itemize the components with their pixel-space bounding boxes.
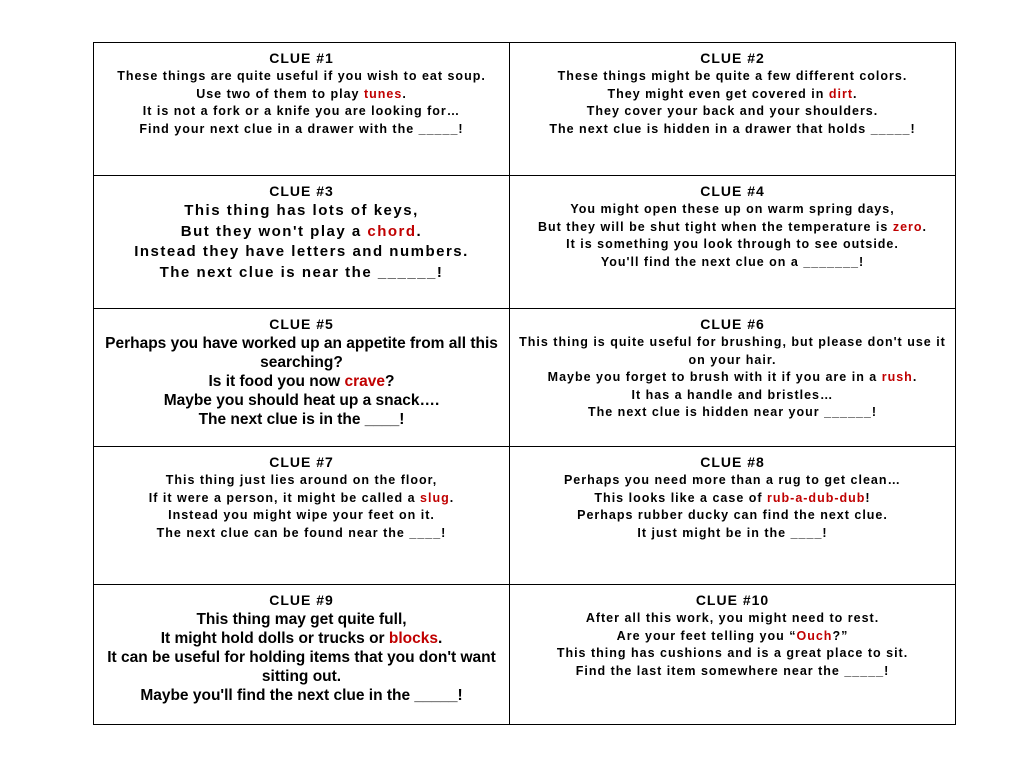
- clue-line-text: It is something you look through to see outside.: [566, 237, 899, 251]
- clue-line-text: These things are quite useful if you wish to eat soup.: [117, 69, 486, 83]
- clue-line: [518, 472, 947, 490]
- clue-line-text: The next clue is hidden in a drawer that holds _____!: [549, 121, 916, 136]
- clue-line: [518, 404, 947, 422]
- clue-line-text: Perhaps you need more than a rug to get clean…: [563, 473, 902, 487]
- clue-card-10: [510, 585, 955, 724]
- clue-title: CLUE #2: [700, 50, 765, 66]
- clue-line: [518, 219, 947, 237]
- clue-line: [518, 645, 947, 663]
- clue-text: [102, 334, 501, 429]
- clue-line: [102, 242, 501, 263]
- clue-line: [102, 372, 501, 391]
- clue-line-text: If it were a person, it might be called a: [148, 490, 421, 505]
- clue-title: CLUE #10: [695, 592, 770, 608]
- clue-card-8: [510, 447, 955, 585]
- clue-line: [518, 103, 947, 121]
- clue-line-text: It just might be in the ____!: [637, 525, 828, 540]
- clue-line: [102, 525, 501, 543]
- clue-title: CLUE #9: [269, 592, 334, 608]
- clue-keyword: rub-a-dub-dub: [767, 490, 866, 505]
- clue-line-text: Perhaps rubber ducky can find the next clue.: [577, 508, 888, 522]
- clue-title: CLUE #1: [269, 50, 334, 66]
- clue-line-end: .: [402, 86, 407, 101]
- clue-keyword: zero: [892, 219, 923, 234]
- clue-line-text: It can be useful for holding items that you don't want sitting out.: [107, 649, 496, 685]
- clue-line-end: .: [912, 370, 918, 384]
- clue-line: [102, 648, 501, 686]
- clue-text: [518, 201, 947, 271]
- clue-line: [102, 507, 501, 525]
- clue-line: [102, 121, 501, 139]
- clue-line: [102, 201, 501, 222]
- clue-title: CLUE #8: [700, 454, 765, 470]
- clue-line: [518, 628, 947, 646]
- clue-card-2: [510, 43, 955, 176]
- clue-line: [518, 236, 947, 254]
- clue-line-end: ?: [385, 373, 395, 390]
- clue-text: [518, 610, 947, 680]
- clue-text: [102, 610, 501, 705]
- clue-line-text: The next clue is in the ____!: [198, 411, 405, 428]
- clue-line-text: Maybe you should heat up a snack….: [163, 392, 440, 409]
- clue-line: [102, 263, 501, 284]
- clue-line-text: The next clue can be found near the ____!: [156, 525, 447, 540]
- clue-line-text: They cover your back and your shoulders.: [586, 104, 879, 118]
- clue-line-text: Perhaps you have worked up an appetite from all this searching?: [105, 335, 498, 371]
- clue-title: CLUE #3: [269, 183, 334, 199]
- clue-line: [102, 629, 501, 648]
- clue-line: [102, 686, 501, 705]
- clue-line: [102, 391, 501, 410]
- clue-line: [518, 610, 947, 628]
- clue-title: CLUE #4: [700, 183, 765, 199]
- clue-line: [518, 68, 947, 86]
- clue-card-3: [94, 176, 510, 309]
- clue-line-text: It has a handle and bristles…: [631, 387, 834, 402]
- clue-line: [518, 334, 947, 369]
- clue-line-text: Instead you might wipe your feet on it.: [168, 508, 435, 522]
- clue-text: [518, 68, 947, 138]
- clue-line: [518, 663, 947, 681]
- clue-line-text: Maybe you'll find the next clue in the _____!: [140, 687, 463, 704]
- clue-line-text: These things might be quite a few different colors.: [557, 69, 908, 83]
- clue-text: [102, 201, 501, 283]
- clue-keyword: slug: [420, 490, 450, 505]
- clue-line: [518, 369, 947, 387]
- clue-line-text: This thing may get quite full,: [196, 611, 407, 628]
- clue-line-end: .: [438, 630, 443, 647]
- clue-line-text: This thing has cushions and is a great place to sit.: [556, 646, 909, 660]
- clue-line-text: This looks like a case of: [594, 490, 768, 505]
- clue-line: [102, 472, 501, 490]
- clue-card-1: [94, 43, 510, 176]
- clue-line-text: Find your next clue in a drawer with the _____!: [139, 121, 464, 136]
- clue-line-text: After all this work, you might need to rest.: [585, 611, 880, 625]
- clue-line-end: ?”: [832, 628, 849, 643]
- clue-keyword: tunes: [363, 86, 403, 101]
- clue-line-text: Instead they have letters and numbers.: [134, 243, 469, 260]
- clue-line-text: They might even get covered in: [607, 86, 829, 101]
- clue-line: [102, 610, 501, 629]
- clue-keyword: chord: [367, 222, 417, 240]
- clue-line: [102, 68, 501, 86]
- clue-card-5: [94, 309, 510, 447]
- clue-line: [518, 387, 947, 405]
- clue-title: CLUE #5: [269, 316, 334, 332]
- clue-line-end: .: [416, 222, 423, 240]
- clue-card-4: [510, 176, 955, 309]
- clue-card-6: [510, 309, 955, 447]
- clue-table: [93, 42, 956, 725]
- clue-line-text: The next clue is hidden near your ______!: [587, 405, 877, 419]
- clue-text: [102, 68, 501, 138]
- clue-line-text: You might open these up on warm spring days,: [570, 202, 895, 216]
- clue-line-text: But they will be shut tight when the temperature is: [538, 219, 893, 234]
- clue-line: [518, 525, 947, 543]
- clue-line-end: .: [449, 490, 455, 505]
- clue-keyword: rush: [881, 370, 913, 384]
- clue-line-text: This thing is quite useful for brushing, but please don't use it on your hair.: [519, 335, 946, 367]
- clue-line: [518, 254, 947, 272]
- clue-text: [518, 334, 947, 422]
- clue-line: [518, 86, 947, 104]
- clue-line: [518, 121, 947, 139]
- clue-line-text: Is it food you now: [208, 373, 345, 390]
- clue-line: [102, 490, 501, 508]
- clue-line-end: !: [865, 490, 871, 505]
- clue-line: [102, 86, 501, 104]
- clue-line-text: You'll find the next clue on a _______!: [600, 254, 865, 269]
- clue-title: CLUE #7: [269, 454, 334, 470]
- clue-line: [518, 201, 947, 219]
- clue-text: [102, 472, 501, 542]
- clue-line: [102, 334, 501, 372]
- clue-keyword: blocks: [388, 630, 438, 647]
- clue-line-text: This thing has lots of keys,: [184, 202, 419, 219]
- clue-card-7: [94, 447, 510, 585]
- clue-line-text: Are your feet telling you “: [616, 628, 797, 643]
- clue-line-text: Maybe you forget to brush with it if you are in a: [547, 370, 882, 384]
- clue-title: CLUE #6: [700, 316, 765, 332]
- clue-keyword: crave: [344, 373, 386, 390]
- clue-line-text: This thing just lies around on the floor,: [165, 473, 438, 487]
- clue-line: [102, 103, 501, 121]
- clue-keyword: Ouch: [796, 628, 833, 643]
- clue-line-text: It is not a fork or a knife you are looking for…: [142, 104, 461, 118]
- clue-line-text: It might hold dolls or trucks or: [160, 630, 389, 647]
- clue-line-text: The next clue is near the ______!: [159, 263, 444, 281]
- clue-line-end: .: [922, 219, 927, 234]
- clue-line: [518, 490, 947, 508]
- clue-line-text: Use two of them to play: [196, 86, 364, 101]
- clue-line: [102, 410, 501, 429]
- clue-line-text: But they won't play a: [180, 222, 368, 240]
- clue-line: [102, 222, 501, 243]
- clue-text: [518, 472, 947, 542]
- clue-line-end: .: [852, 86, 858, 101]
- clue-card-9: [94, 585, 510, 724]
- clue-line-text: Find the last item somewhere near the _____!: [575, 663, 890, 678]
- clue-keyword: dirt: [828, 86, 853, 101]
- clue-line: [518, 507, 947, 525]
